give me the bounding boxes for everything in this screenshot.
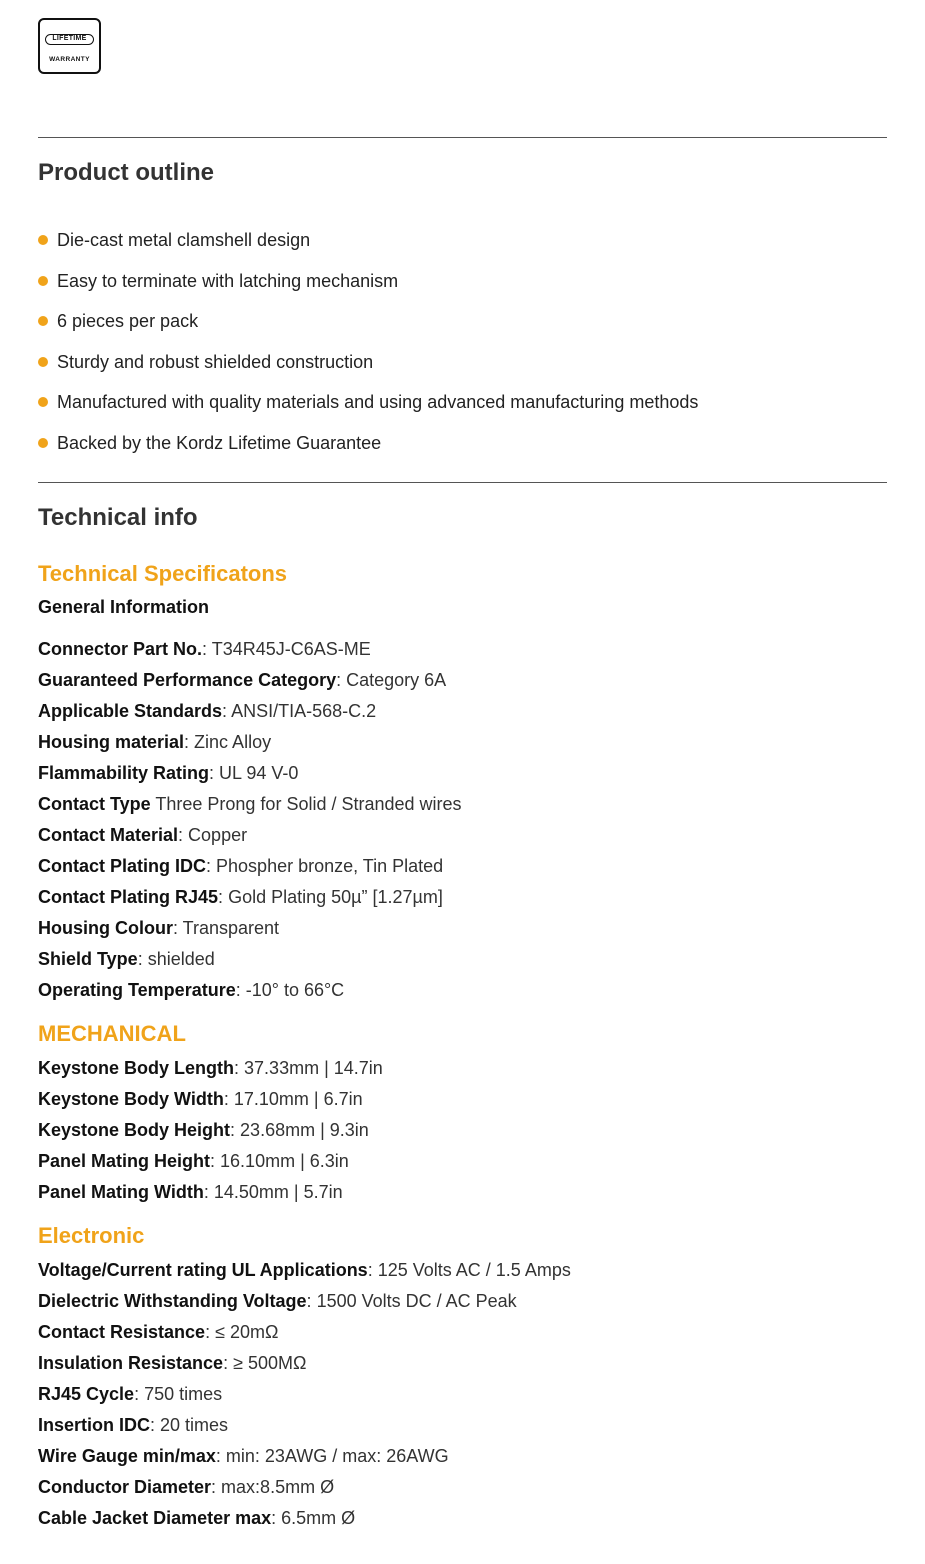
- spec-row: Connector Part No.: T34R45J-C6AS-ME: [38, 639, 371, 659]
- lifetime-warranty-badge: [38, 18, 101, 74]
- spec-row: Wire Gauge min/max: min: 23AWG / max: 26AWG: [38, 1446, 449, 1466]
- spec-row: Keystone Body Length: 37.33mm | 14.7in: [38, 1058, 383, 1078]
- spec-row: Keystone Body Height: 23.68mm | 9.3in: [38, 1120, 369, 1140]
- spec-row: Voltage/Current rating UL Applications: 125 Volts AC / 1.5 Amps: [38, 1260, 571, 1280]
- spec-row: Conductor Diameter: max:8.5mm Ø: [38, 1477, 335, 1497]
- list-item: Sturdy and robust shielded construction: [38, 350, 698, 391]
- spec-row: Insulation Resistance: ≥ 500MΩ: [38, 1353, 307, 1373]
- spec-row: Operating Temperature: -10° to 66°C: [38, 980, 345, 1000]
- general-information-heading: General Information: [38, 597, 210, 617]
- outline-list: [38, 228, 698, 472]
- spec-row: Insertion IDC: 20 times: [38, 1415, 229, 1435]
- spec-row: Cable Jacket Diameter max: 6.5mm Ø: [38, 1508, 356, 1528]
- spec-row: Housing Colour: Transparent: [38, 918, 280, 938]
- bullet-dot-icon: [38, 438, 48, 448]
- divider: [38, 482, 887, 483]
- spec-row: Contact Plating IDC: Phospher bronze, Tin Plated: [38, 856, 444, 876]
- bullet-dot-icon: [38, 316, 48, 326]
- spec-row: Contact Material: Copper: [38, 825, 248, 845]
- product-outline-heading: Product outline: [38, 159, 214, 186]
- spec-row: Shield Type: shielded: [38, 949, 215, 969]
- bullet-dot-icon: [38, 397, 48, 407]
- list-item: Die-cast metal clamshell design: [38, 228, 698, 269]
- spec-row: Panel Mating Width: 14.50mm | 5.7in: [38, 1182, 343, 1202]
- list-item: Backed by the Kordz Lifetime Guarantee: [38, 431, 698, 472]
- list-item: Easy to terminate with latching mechanism: [38, 269, 698, 310]
- general-spec-list: [38, 638, 462, 1010]
- spec-row: Keystone Body Width: 17.10mm | 6.7in: [38, 1089, 363, 1109]
- spec-row: Contact Type Three Prong for Solid / Stranded wires: [38, 794, 462, 814]
- badge-warranty-label: WARRANTY: [49, 56, 90, 63]
- spec-row: Guaranteed Performance Category: Category 6A: [38, 670, 447, 690]
- spec-row: Flammability Rating: UL 94 V-0: [38, 763, 299, 783]
- spec-row: Dielectric Withstanding Voltage: 1500 Volts DC / AC Peak: [38, 1291, 517, 1311]
- technical-info-heading: Technical info: [38, 504, 198, 531]
- bullet-dot-icon: [38, 276, 48, 286]
- badge-lifetime-label: LIFETIME: [45, 34, 94, 45]
- bullet-dot-icon: [38, 357, 48, 367]
- electronic-spec-list: [38, 1259, 571, 1538]
- spec-row: Contact Plating RJ45: Gold Plating 50µ” [1.27µm]: [38, 887, 443, 907]
- list-item: 6 pieces per pack: [38, 309, 698, 350]
- spec-row: Applicable Standards: ANSI/TIA-568-C.2: [38, 701, 377, 721]
- technical-specifications-heading: Technical Specificatons: [38, 561, 288, 586]
- bullet-dot-icon: [38, 235, 48, 245]
- mechanical-heading: MECHANICAL: [38, 1021, 186, 1046]
- mechanical-spec-list: [38, 1057, 383, 1212]
- list-item: Manufactured with quality materials and using advanced manufacturing methods: [38, 390, 698, 431]
- divider: [38, 137, 887, 138]
- spec-row: Contact Resistance: ≤ 20mΩ: [38, 1322, 279, 1342]
- spec-row: Panel Mating Height: 16.10mm | 6.3in: [38, 1151, 349, 1171]
- electronic-heading: Electronic: [38, 1223, 145, 1248]
- spec-row: RJ45 Cycle: 750 times: [38, 1384, 223, 1404]
- spec-row: Housing material: Zinc Alloy: [38, 732, 272, 752]
